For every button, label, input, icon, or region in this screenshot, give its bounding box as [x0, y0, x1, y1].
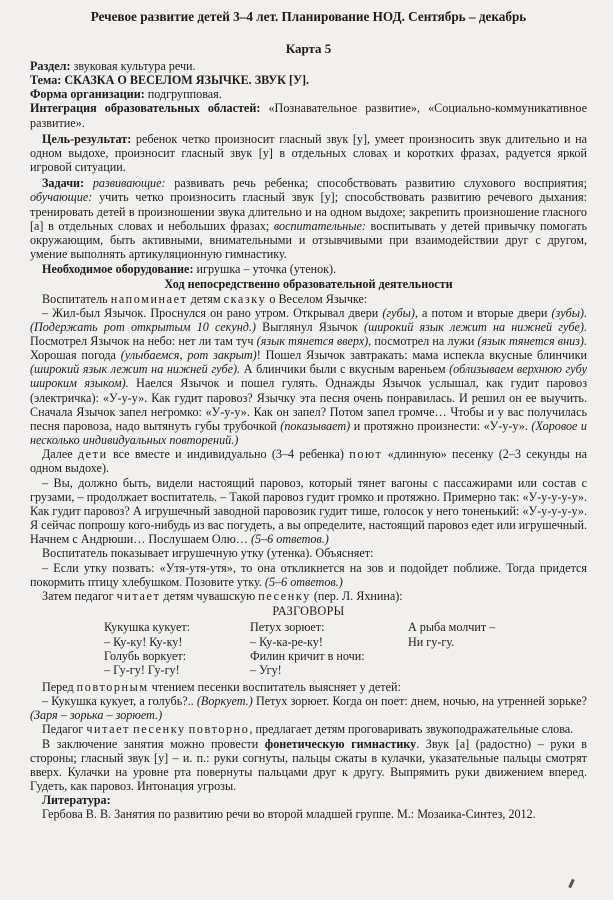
theme-text: СКАЗКА О ВЕСЕЛОМ ЯЗЫЧКЕ. ЗВУК [У]. — [61, 73, 310, 88]
reread-paragraph — [30, 722, 587, 736]
italic-run: (5–6 ответов.) — [264, 574, 343, 589]
equipment-text: игрушка – уточка (утенок). — [193, 262, 337, 277]
spaced-word: повторным — [76, 680, 149, 695]
repeat-paragraph — [30, 680, 587, 694]
tasks-paragraph — [30, 176, 587, 261]
equipment-label: Необходимое оборудование: — [42, 262, 194, 277]
equipment-line — [30, 262, 587, 276]
pencil-mark — [568, 879, 575, 888]
goal-text: ребенок четко произносит гласный звук [у], умеет произносить звук длительно и на одном выдохе, произносит гласный звук [у] в отдельных словах и коротких фразах, радуется яркой игровой ситуации. — [30, 131, 587, 175]
text-run: и протяжно произнести: «У-у-у». — [350, 418, 532, 433]
goal-paragraph — [30, 132, 587, 174]
bold-run: фонетическую гимнастику — [264, 736, 417, 751]
text-run: , посмотрел на лужи — [368, 334, 478, 349]
literature-entry: Гербова В. В. Занятия по развитию речи во второй младшей группе. М.: Мозаика-Синтез, 2012. — [42, 807, 536, 822]
text-run: Выглянул Язычок — [255, 319, 365, 334]
spaced-word: напоминает — [110, 291, 188, 306]
text-run: чтением песенки воспитатель выясняет у детей: — [148, 680, 401, 695]
italic-run: (язык тянется вверх) — [256, 334, 369, 349]
poem-column-2 — [250, 620, 408, 677]
text-run: о Веселом Язычке: — [266, 291, 368, 306]
tale-paragraph — [30, 306, 587, 448]
poem-line: Кукушка кукует: — [104, 620, 191, 635]
poem-line: – Угу! — [250, 662, 282, 677]
tasks-edu-label: обучающие: — [30, 190, 93, 205]
text-run: – Вы, должно быть, видели настоящий паровоз, который тянет вагоны с пассажирами или состав с грузами, – продолжает воспитатель. – Такой паровоз гудит громко и протяжно. Примерно так: «У-у-у-у-у». Как гудит паровоз? А игрушечный заводной паровозик гудит тише, голосок у него тоненький: «У-у-у-у-у». Я сейчас попрошу кого-нибудь из вас погудеть, а вы определите, настоящий паровоз едет или игрушечный. Начнем с Андрюши… Послушаем Олю… — [30, 475, 587, 547]
course-heading: Ход непосредственно образовательной деятельности — [164, 277, 453, 292]
running-header: Речевое развитие детей 3–4 лет. Планирование НОД. Сентябрь – декабрь — [90, 9, 527, 24]
text-run: , предлагает детям проговаривать звукоподражательные слова. — [249, 722, 574, 737]
theme-line — [30, 73, 587, 87]
form-text: подгрупповая. — [144, 87, 222, 102]
integration-label: Интеграция образовательных областей: — [30, 101, 261, 116]
integration-line — [30, 101, 587, 129]
text-run: , а потом и вторые двери — [414, 305, 552, 320]
poem-line: Филин кричит в ночи: — [250, 648, 365, 663]
poem-line: – Ку-ка-ре-ку! — [250, 634, 323, 649]
text-run: Перед — [42, 680, 77, 695]
text-run: детям — [187, 291, 224, 306]
italic-run: (Заря – зорька – зорюет.) — [30, 708, 163, 723]
text-run: Наелся Язычок и пошел гулять. Однажды Язычок услышал, как гудит паровоз (электричка): «У-у-у». Как гудит паровоз? Язычку эта песня очень понравилась. И решил он ее выучить. Сначала Язычок запел негромко: «У-у-у». Как он запел? Потом запел громче… Чтобы и у вас получилась песня паровоза, надо вытянуть губы трубочкой — [30, 376, 587, 433]
course-intro — [30, 292, 587, 306]
text-run: – Кукушка кукует, а голубь?.. — [42, 694, 197, 709]
poem-column-3 — [408, 620, 495, 677]
italic-run: (Воркует.) — [196, 694, 253, 709]
italic-run: (зубы). (Подержать рот открытым 10 секунд.) — [30, 305, 587, 334]
text-run: Посмотрел Язычок на небо: нет ли там туч — [30, 334, 257, 349]
poem-line: Ни гу-гу. — [408, 634, 455, 649]
gymnastics-paragraph — [30, 737, 587, 794]
goal-label: Цель-результат: — [42, 131, 132, 146]
text-run: – Если утку позвать: «Утя-утя-утя», то она откликнется на зов и подойдет поближе. Тогда придется покормить птицу хлебушком. Позовите утку. — [30, 560, 587, 589]
text-run: детям чувашскую — [160, 588, 259, 603]
poem-line: – Гу-гу! Гу-гу! — [104, 662, 180, 677]
italic-run: (облизываем верхнюю губу широким языком). — [30, 362, 588, 391]
spaced-word: песенку — [133, 722, 186, 737]
singing-paragraph — [30, 447, 587, 475]
form-line — [30, 87, 587, 101]
poem-line: Голубь воркует: — [104, 648, 187, 663]
poem-block — [30, 620, 587, 677]
italic-run: (язык тянется вниз). — [477, 334, 587, 349]
text-run: «длинную» песенку (2–3 секунды на одном выдохе). — [30, 447, 587, 476]
card-number: Карта 5 — [285, 41, 332, 56]
spaced-word: песенку — [258, 588, 311, 603]
text-run: Петух зорюет. Когда он поет: днем, ночью, на утренней зорьке? — [252, 694, 587, 709]
italic-run: (широкий язык лежит на нижней губе). — [30, 362, 241, 377]
tasks-edu-text: учить четко произносить гласный звук [у]; способствовать развитию речевого дыхания: тренировать детей в произношении звука длительно и на одном выдохе; закрепить произношение гласного [а] в отдельных словах и небольших фразах; — [30, 190, 587, 233]
form-label: Форма организации: — [30, 87, 145, 102]
spaced-word: повторно — [188, 722, 250, 737]
text-run: все вместе и индивидуально (3–4 ребенка) — [107, 447, 350, 462]
duck-paragraph: Воспитатель показывает игрушечную утку (утенка). Объясняет: — [42, 546, 374, 561]
spaced-word: читает — [86, 722, 131, 737]
text-run: Хорошая погода — [30, 348, 121, 363]
tasks-up-label: воспитательные: — [273, 218, 366, 233]
italic-run: (губы) — [382, 305, 415, 320]
italic-run: (5–6 ответов.) — [250, 532, 329, 547]
text-run: В заключение занятия можно провести — [42, 736, 265, 751]
poem-line: А рыба молчит – — [408, 620, 496, 635]
song-intro-paragraph — [30, 589, 587, 603]
text-run: Затем педагог — [42, 588, 117, 603]
spaced-word: сказку — [223, 291, 267, 306]
tasks-label: Задачи: — [42, 176, 85, 191]
italic-run: (показывает) — [280, 418, 351, 433]
poem-column-1 — [104, 620, 250, 677]
italic-run: (улыбаемся, рот закрыт) — [120, 348, 257, 363]
text-run: . Звук [а] (радостно) – руки в стороны; гласный звук [у] – и. п.: руки согнуты, пальцы сжаты в кулачки, указательные пальцы смотрят вверх. Кулачки на уровне рта повернуты пальцами друг к другу. Выпрямить руки движением вперед. Гудеть, как паровоз. Интонация угрозы. — [30, 736, 588, 794]
text-run: Воспитатель — [42, 291, 111, 306]
section-text: звуковая культура речи. — [70, 59, 196, 73]
text-run: А блинчики были с вкусным вареньем — [240, 362, 450, 377]
train-paragraph — [30, 476, 587, 547]
theme-label: Тема: — [30, 73, 62, 88]
section-label: Раздел: — [30, 59, 71, 73]
spaced-word: поют — [349, 447, 383, 462]
text-run: Далее — [42, 447, 78, 462]
section-line — [30, 59, 587, 73]
questions-paragraph — [30, 694, 587, 722]
integration-text: «Познавательное развитие», «Социально-коммуникативное развитие». — [30, 101, 588, 130]
literature-title: Литература: — [42, 793, 111, 808]
poem-title: РАЗГОВОРЫ — [272, 603, 345, 618]
tasks-up-text: воспитывать у детей привычку помогать окружающим, быть активными, внимательными и отзывчивыми при взаимодействии друг с другом, умение выполнять артикуляционную гимнастику. — [30, 218, 587, 262]
tasks-dev-text: развивать речь ребенка; способствовать развитию слухового восприятия; — [165, 176, 587, 191]
italic-run: (широкий язык лежит на нижней губе). — [364, 319, 587, 334]
text-run: – Жил-был Язычок. Проснулся он рано утром. Открывал двери — [42, 305, 383, 320]
text-run: ! Пошел Язычок завтракать: мама испекла вкусные блинчики — [256, 348, 587, 363]
spaced-word: читает — [116, 588, 161, 603]
duck-call-paragraph — [30, 561, 587, 589]
tasks-dev-label: развивающие: — [92, 176, 166, 191]
poem-line: – Ку-ку! Ку-ку! — [104, 634, 183, 649]
spaced-word: дети — [77, 447, 108, 462]
poem-line: Петух зорюет: — [250, 620, 325, 635]
text-run: Педагог — [42, 722, 87, 737]
text-run: (пер. Л. Яхнина): — [310, 588, 403, 603]
italic-run: (Хоровое и несколько индивидуальных повторений.) — [30, 418, 587, 448]
